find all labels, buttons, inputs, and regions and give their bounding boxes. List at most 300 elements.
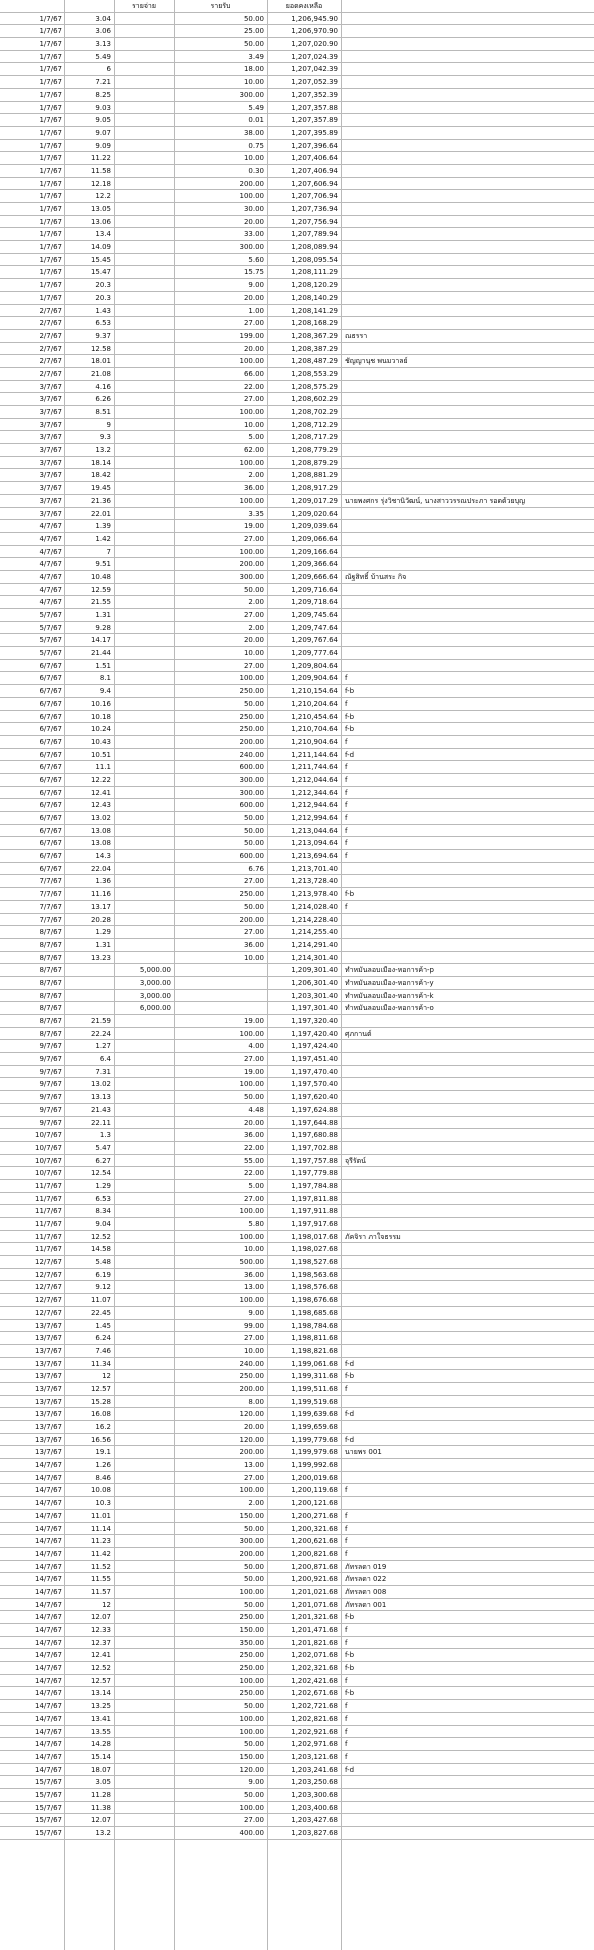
cell-time: 6.26	[95, 395, 111, 404]
cell-payment	[114, 317, 174, 329]
cell-payment	[114, 749, 174, 761]
cell-date: 12/7/67	[35, 1308, 62, 1317]
cell-receipt: 22.00	[243, 1143, 264, 1152]
cell-date: 3/7/67	[39, 471, 62, 480]
cell-date: 14/7/67	[35, 1714, 62, 1723]
cell-date: 1/7/67	[39, 230, 62, 239]
table-row	[0, 431, 594, 444]
cell-receipt: 2.00	[248, 471, 264, 480]
column-divider	[114, 0, 115, 1950]
cell-date: 6/7/67	[39, 852, 62, 861]
cell-date: 14/7/67	[35, 1600, 62, 1609]
cell-time: 1.3	[99, 1131, 111, 1140]
cell-receipt: 20.00	[243, 217, 264, 226]
table-row	[0, 317, 594, 330]
cell-time: 9.07	[95, 128, 111, 137]
table-row	[0, 1231, 594, 1244]
cell-receipt: 10.00	[243, 953, 264, 962]
cell-receipt: 5.00	[248, 433, 264, 442]
cell-note: นายพร 001	[345, 1448, 382, 1457]
table-row	[0, 1776, 594, 1789]
cell-payment	[114, 812, 174, 824]
cell-date: 8/7/67	[39, 953, 62, 962]
cell-payment	[114, 1142, 174, 1154]
cell-balance: 1,203,121.68	[291, 1752, 338, 1761]
table-row	[0, 1687, 594, 1700]
cell-date: 8/7/67	[39, 966, 62, 975]
table-row	[0, 584, 594, 597]
table-row	[0, 1383, 594, 1396]
cell-payment	[114, 660, 174, 672]
cell-balance: 1,208,881.29	[291, 471, 338, 480]
table-row	[0, 533, 594, 546]
cell-time: 7.31	[95, 1067, 111, 1076]
cell-balance: 1,209,301.40	[291, 966, 338, 975]
table-row	[0, 964, 594, 977]
table-row	[0, 228, 594, 241]
table-row	[0, 368, 594, 381]
cell-time: 9.12	[95, 1283, 111, 1292]
cell-payment	[114, 292, 174, 304]
cell-time: 12.07	[90, 1816, 111, 1825]
cell-balance: 1,207,020.90	[291, 40, 338, 49]
cell-balance: 1,210,904.64	[291, 737, 338, 746]
cell-time: 6	[106, 65, 111, 74]
cell-receipt: 240.00	[239, 750, 264, 759]
cell-balance: 1,209,716.64	[291, 585, 338, 594]
cell-payment	[114, 609, 174, 621]
cell-balance: 1,213,978.40	[291, 890, 338, 899]
table-row	[0, 127, 594, 140]
cell-time: 21.43	[90, 1105, 111, 1114]
cell-payment	[114, 406, 174, 418]
cell-payment	[114, 1827, 174, 1839]
cell-time: 11.38	[90, 1803, 111, 1812]
cell-balance: 1,198,027.68	[291, 1245, 338, 1254]
table-row	[0, 634, 594, 647]
table-row	[0, 495, 594, 508]
cell-note: f-d	[345, 1765, 355, 1774]
cell-payment	[114, 939, 174, 951]
cell-time: 13.02	[90, 1080, 111, 1089]
table-row	[0, 1700, 594, 1713]
table-row	[0, 1078, 594, 1091]
table-row	[0, 1484, 594, 1497]
cell-balance: 1,197,570.40	[291, 1080, 338, 1089]
cell-payment	[114, 241, 174, 253]
cell-time: 12.59	[90, 585, 111, 594]
cell-time: 12.58	[90, 344, 111, 353]
cell-balance: 1,202,921.68	[291, 1727, 338, 1736]
cell-receipt: 3.49	[248, 52, 264, 61]
cell-date: 13/7/67	[35, 1346, 62, 1355]
table-row	[0, 558, 594, 571]
cell-time: 13.4	[95, 230, 111, 239]
cell-date: 13/7/67	[35, 1410, 62, 1419]
cell-note: f-b	[345, 712, 355, 721]
cell-time: 13.55	[90, 1727, 111, 1736]
table-row	[0, 1611, 594, 1624]
cell-balance: 1,201,071.68	[291, 1600, 338, 1609]
cell-note: f-b	[345, 1372, 355, 1381]
table-row	[0, 25, 594, 38]
table-row	[0, 1497, 594, 1510]
cell-balance: 1,208,095.54	[291, 255, 338, 264]
cell-balance: 1,210,154.64	[291, 687, 338, 696]
cell-receipt: 5.00	[248, 1181, 264, 1190]
table-row	[0, 1243, 594, 1256]
cell-receipt: 38.00	[243, 128, 264, 137]
cell-time: 12.52	[90, 1664, 111, 1673]
cell-date: 14/7/67	[35, 1524, 62, 1533]
cell-receipt	[174, 977, 267, 989]
cell-balance: 1,208,575.29	[291, 382, 338, 391]
table-row	[0, 63, 594, 76]
table-row	[0, 850, 594, 863]
cell-receipt: 20.00	[243, 1423, 264, 1431]
cell-date: 6/7/67	[39, 814, 62, 822]
cell-time: 13.17	[90, 902, 111, 911]
cell-payment	[114, 698, 174, 710]
cell-note: f	[345, 1384, 348, 1393]
cell-time: 1.27	[95, 1042, 111, 1051]
cell-balance: 1,198,563.68	[291, 1270, 338, 1279]
cell-date: 6/7/67	[39, 712, 62, 721]
cell-time	[64, 977, 114, 989]
cell-receipt: 250.00	[239, 890, 264, 899]
cell-receipt: 50.00	[243, 1790, 264, 1799]
cell-payment	[114, 571, 174, 583]
cell-date: 7/7/67	[39, 877, 62, 886]
cell-balance: 1,198,676.68	[291, 1296, 338, 1305]
cell-note: f	[345, 1486, 348, 1495]
cell-balance: 1,208,717.29	[291, 433, 338, 442]
table-row	[0, 596, 594, 609]
table-row	[0, 330, 594, 343]
cell-time: 12.43	[90, 801, 111, 810]
cell-date: 6/7/67	[39, 737, 62, 746]
cell-note: f	[345, 1549, 348, 1558]
cell-date: 11/7/67	[35, 1245, 62, 1254]
cell-date: 8/7/67	[39, 991, 62, 1000]
table-row	[0, 1307, 594, 1320]
column-divider	[174, 0, 175, 1950]
table-row	[0, 1446, 594, 1459]
cell-date: 14/7/67	[35, 1473, 62, 1482]
cell-receipt: 30.00	[243, 205, 264, 213]
cell-payment	[114, 1294, 174, 1306]
cell-date: 15/7/67	[35, 1790, 62, 1799]
cell-date: 14/7/67	[35, 1549, 62, 1558]
cell-receipt: 13.00	[243, 1461, 264, 1470]
cell-payment	[114, 76, 174, 88]
cell-payment	[114, 1066, 174, 1078]
cell-payment	[114, 228, 174, 240]
table-row	[0, 38, 594, 51]
cell-date: 14/7/67	[35, 1626, 62, 1634]
cell-payment	[114, 1370, 174, 1382]
cell-balance: 1,200,271.68	[291, 1511, 338, 1520]
table-row	[0, 799, 594, 812]
cell-note: f-d	[345, 1359, 355, 1368]
cell-note: f-b	[345, 1613, 355, 1622]
table-row	[0, 685, 594, 698]
cell-time: 6.19	[95, 1270, 111, 1279]
cell-time: 13.13	[90, 1093, 111, 1102]
table-row	[0, 1802, 594, 1815]
table-row	[0, 1053, 594, 1066]
cell-time: 13.02	[90, 814, 111, 822]
cell-payment	[114, 787, 174, 799]
cell-payment	[114, 330, 174, 342]
cell-balance: 1,202,321.68	[291, 1664, 338, 1673]
table-row	[0, 482, 594, 495]
cell-receipt: 2.00	[248, 623, 264, 632]
cell-payment	[114, 1155, 174, 1167]
cell-date: 9/7/67	[39, 1080, 62, 1089]
cell-date: 3/7/67	[39, 458, 62, 467]
cell-balance: 1,198,576.68	[291, 1283, 338, 1292]
cell-note: f	[345, 852, 348, 861]
cell-receipt: 27.00	[243, 395, 264, 404]
cell-date: 14/7/67	[35, 1727, 62, 1736]
table-row	[0, 51, 594, 64]
cell-balance: 1,201,021.68	[291, 1587, 338, 1596]
cell-receipt: 300.00	[239, 775, 264, 784]
cell-receipt: 100.00	[239, 357, 264, 366]
cell-receipt: 600.00	[239, 852, 264, 861]
cell-receipt: 50.00	[243, 902, 264, 911]
cell-receipt: 200.00	[239, 1549, 264, 1558]
cell-payment	[114, 1789, 174, 1801]
cell-balance: 1,198,017.68	[291, 1232, 338, 1241]
cell-payment	[114, 558, 174, 570]
cell-time: 6.27	[95, 1156, 111, 1165]
cell-time: 21.55	[90, 598, 111, 607]
table-row	[0, 990, 594, 1003]
table-row	[0, 1104, 594, 1117]
cell-time: 13.2	[95, 1829, 111, 1837]
cell-receipt: 2.00	[248, 598, 264, 607]
cell-date: 6/7/67	[39, 864, 62, 873]
table-row	[0, 1624, 594, 1637]
cell-payment	[114, 1053, 174, 1065]
cell-date: 6/7/67	[39, 801, 62, 810]
table-row	[0, 1281, 594, 1294]
cell-receipt: 4.48	[248, 1105, 264, 1114]
cell-receipt: 350.00	[239, 1638, 264, 1647]
cell-balance: 1,208,712.29	[291, 420, 338, 429]
cell-receipt: 100.00	[239, 1727, 264, 1736]
table-row	[0, 926, 594, 939]
cell-time: 22.45	[90, 1308, 111, 1317]
cell-balance: 1,213,694.64	[291, 852, 338, 861]
cell-time: 14.3	[95, 852, 111, 861]
cell-balance: 1,211,744.64	[291, 763, 338, 772]
cell-payment	[114, 634, 174, 646]
cell-balance: 1,201,321.68	[291, 1613, 338, 1622]
table-row	[0, 1814, 594, 1827]
cell-date: 9/7/67	[39, 1093, 62, 1102]
cell-payment	[114, 1713, 174, 1725]
cell-balance: 1,210,454.64	[291, 712, 338, 721]
cell-date: 14/7/67	[35, 1752, 62, 1761]
cell-payment	[114, 254, 174, 266]
cell-note: f	[345, 1511, 348, 1520]
cell-note: f-b	[345, 1651, 355, 1660]
cell-time: 14.58	[90, 1245, 111, 1254]
cell-time: 18.07	[90, 1765, 111, 1774]
cell-date: 9/7/67	[39, 1042, 62, 1051]
cell-date: 10/7/67	[35, 1131, 62, 1140]
cell-balance: 1,200,621.68	[291, 1537, 338, 1546]
cell-date: 2/7/67	[39, 344, 62, 353]
cell-payment	[114, 457, 174, 469]
cell-receipt: 300.00	[239, 243, 264, 252]
cell-balance: 1,214,255.40	[291, 928, 338, 937]
cell-date: 4/7/67	[39, 534, 62, 543]
cell-balance: 1,203,300.68	[291, 1790, 338, 1799]
cell-payment	[114, 1573, 174, 1585]
table-row	[0, 711, 594, 724]
cell-receipt: 10.00	[243, 78, 264, 87]
cell-time: 11.28	[90, 1790, 111, 1799]
cell-payment	[114, 469, 174, 481]
cell-date: 5/7/67	[39, 623, 62, 632]
cell-receipt: 50.00	[243, 585, 264, 594]
cell-date: 4/7/67	[39, 547, 62, 556]
cell-note: ทำหมันลอบเมือง-หอการค้า-p	[345, 966, 434, 975]
cell-note: f-b	[345, 725, 355, 734]
table-row	[0, 571, 594, 584]
cell-time: 11.01	[90, 1511, 111, 1520]
cell-balance: 1,207,357.88	[291, 103, 338, 112]
table-row	[0, 279, 594, 292]
cell-date: 10/7/67	[35, 1169, 62, 1178]
cell-payment	[114, 888, 174, 900]
cell-payment	[114, 178, 174, 190]
table-row	[0, 863, 594, 876]
table-row	[0, 152, 594, 165]
table-row	[0, 1015, 594, 1028]
cell-time: 13.08	[90, 826, 111, 835]
cell-receipt: 250.00	[239, 1651, 264, 1660]
cell-note: f	[345, 763, 348, 772]
cell-balance: 1,208,917.29	[291, 484, 338, 493]
cell-payment	[114, 381, 174, 393]
cell-note: f	[345, 814, 348, 822]
cell-payment	[114, 622, 174, 634]
cell-balance: 1,197,811.88	[291, 1194, 338, 1203]
cell-time: 9.09	[95, 141, 111, 150]
cell-date: 1/7/67	[39, 217, 62, 226]
cell-balance: 1,197,420.40	[291, 1029, 338, 1038]
cell-payment	[114, 647, 174, 659]
cell-receipt: 500.00	[239, 1258, 264, 1267]
cell-receipt: 250.00	[239, 1689, 264, 1698]
column-divider	[267, 0, 268, 1950]
cell-payment	[114, 1649, 174, 1661]
cell-date: 15/7/67	[35, 1816, 62, 1825]
cell-payment	[114, 25, 174, 37]
header-payment: รายจ่าย	[132, 2, 156, 10]
cell-note: f	[345, 1524, 348, 1533]
cell-payment	[114, 1193, 174, 1205]
cell-payment	[114, 1459, 174, 1471]
cell-date: 15/7/67	[35, 1778, 62, 1787]
cell-balance: 1,213,701.40	[291, 864, 338, 873]
cell-balance: 1,199,979.68	[291, 1448, 338, 1457]
cell-payment	[114, 216, 174, 228]
cell-payment	[114, 1535, 174, 1547]
cell-note: จุรีรัตน์	[345, 1156, 366, 1165]
cell-balance: 1,209,904.64	[291, 674, 338, 683]
cell-receipt: 10.00	[243, 649, 264, 658]
cell-balance: 1,214,228.40	[291, 915, 338, 924]
cell-receipt: 27.00	[243, 1055, 264, 1064]
cell-balance: 1,208,487.29	[291, 357, 338, 366]
cell-time: 12.57	[90, 1676, 111, 1685]
cell-receipt: 50.00	[243, 1093, 264, 1102]
cell-time: 5.47	[95, 1143, 111, 1152]
cell-balance: 1,208,141.29	[291, 306, 338, 315]
table-row	[0, 787, 594, 800]
cell-time: 18.01	[90, 357, 111, 366]
cell-payment	[114, 1510, 174, 1522]
cell-receipt: 50.00	[243, 1702, 264, 1711]
cell-balance: 1,208,779.29	[291, 446, 338, 455]
cell-payment	[114, 63, 174, 75]
table-row	[0, 216, 594, 229]
cell-time: 10.48	[90, 572, 111, 581]
cell-note: ภัทรลดา 019	[345, 1562, 387, 1571]
cell-time: 22.11	[90, 1118, 111, 1127]
cell-receipt: 27.00	[243, 877, 264, 886]
cell-date: 13/7/67	[35, 1384, 62, 1393]
cell-receipt: 250.00	[239, 1372, 264, 1381]
cell-time: 16.2	[95, 1423, 111, 1431]
cell-time: 7.21	[95, 78, 111, 87]
cell-time: 22.04	[90, 864, 111, 873]
cell-time: 10.18	[90, 712, 111, 721]
table-row	[0, 1586, 594, 1599]
cell-balance: 1,209,747.64	[291, 623, 338, 632]
cell-receipt: 600.00	[239, 763, 264, 772]
cell-payment	[114, 343, 174, 355]
cell-time: 11.34	[90, 1359, 111, 1368]
cell-date: 1/7/67	[39, 192, 62, 201]
cell-receipt: 99.00	[243, 1321, 264, 1330]
table-row	[0, 1510, 594, 1523]
cell-receipt: 10.00	[243, 154, 264, 163]
cell-receipt: 20.00	[243, 1118, 264, 1127]
cell-time: 22.01	[90, 509, 111, 518]
cell-note: f	[345, 737, 348, 746]
cell-date: 1/7/67	[39, 128, 62, 137]
cell-payment	[114, 723, 174, 735]
cell-date: 13/7/67	[35, 1321, 62, 1330]
cell-balance: 1,207,606.94	[291, 179, 338, 188]
table-row	[0, 419, 594, 432]
cell-payment	[114, 482, 174, 494]
cell-payment	[114, 672, 174, 684]
cell-balance: 1,197,470.40	[291, 1067, 338, 1076]
cell-payment	[114, 393, 174, 405]
cell-date: 11/7/67	[35, 1220, 62, 1228]
cell-payment	[114, 546, 174, 558]
cell-note: ภัทรลดา 001	[345, 1600, 387, 1609]
cell-date: 10/7/67	[35, 1156, 62, 1165]
